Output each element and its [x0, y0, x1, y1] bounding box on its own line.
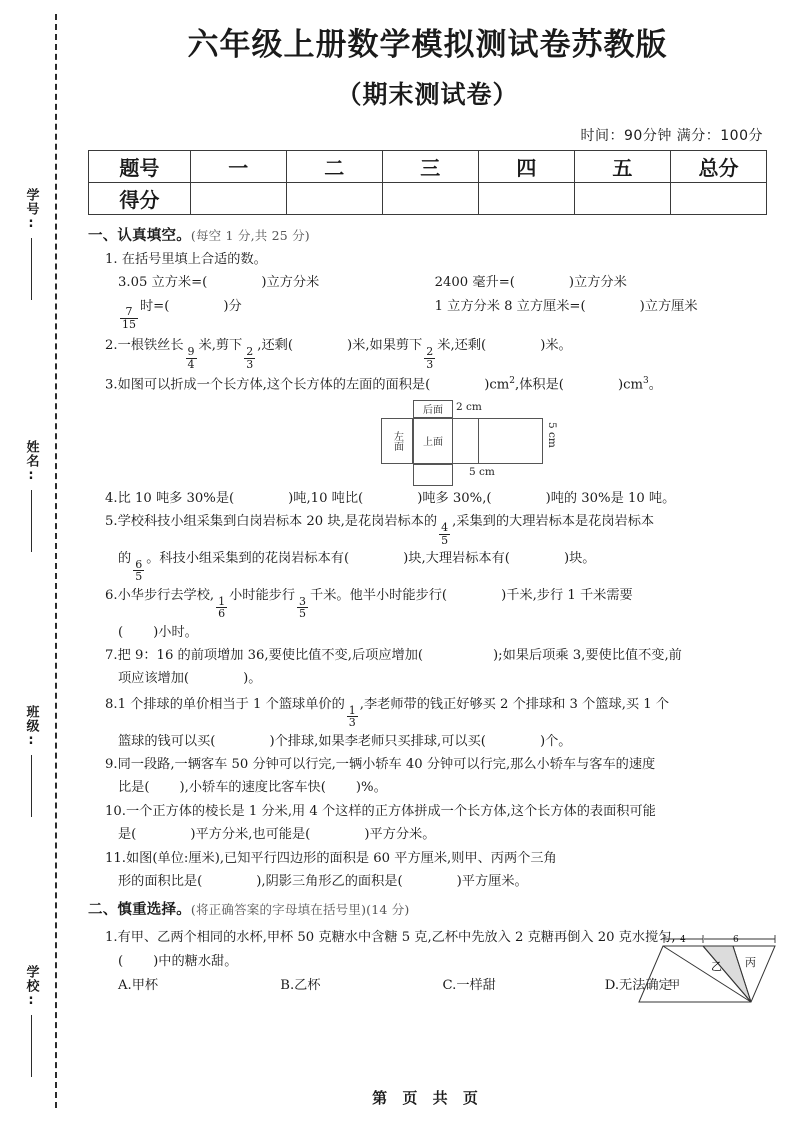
- write-rule: [31, 490, 32, 552]
- score-table-col-3: 三: [382, 150, 478, 182]
- q1-item-a2: [435, 272, 767, 293]
- q6-text-1: 小华步行去学校,: [117, 587, 215, 603]
- q1-b1-unit: )分: [223, 298, 242, 314]
- q6-text-5: (: [118, 624, 124, 640]
- question-number: 3.: [105, 377, 118, 393]
- q6-text-6: )小时。: [153, 624, 198, 640]
- q6-text-3: 千米。他半小时能步行(: [310, 587, 448, 603]
- score-table-col-5: 五: [574, 150, 670, 182]
- fraction: [120, 306, 138, 330]
- q2-text-1: 一根铁丝长: [117, 338, 184, 354]
- q5-text-6: )块。: [563, 551, 596, 567]
- option-text: 无法确定: [619, 978, 672, 994]
- fraction-numerator: 1: [218, 594, 226, 608]
- question-2: [88, 335, 767, 370]
- q11-text-3: ),阴影三角形乙的面积是(: [256, 873, 403, 889]
- margin-field-label: 班级:: [23, 705, 39, 749]
- question-number: 5.: [105, 514, 118, 530]
- fraction: [216, 596, 227, 620]
- fraction-denominator: 3: [426, 357, 434, 371]
- question-5-cont: [88, 548, 767, 583]
- score-table-col-2: 二: [286, 150, 382, 182]
- option-key: B.: [280, 978, 295, 994]
- fraction-numerator: 2: [426, 345, 434, 359]
- score-cell-total[interactable]: [670, 182, 766, 214]
- q9-text-2: 比是(: [118, 780, 150, 796]
- q2-text-2: 米,剪下: [198, 338, 243, 354]
- option-c[interactable]: [443, 975, 605, 996]
- question-number: 4.: [105, 490, 118, 506]
- margin-field-label: 学号:: [23, 188, 39, 232]
- score-table-row-label: 题号: [89, 150, 191, 182]
- question-7: [88, 645, 767, 666]
- question-1-row-b: [88, 296, 767, 331]
- question-10: [88, 801, 767, 822]
- question-8: [88, 694, 767, 729]
- q1-a1-text: 3.05 立方米=(: [118, 275, 208, 291]
- option-b[interactable]: [280, 975, 442, 996]
- q11-text-4: )平方厘米。: [456, 873, 528, 889]
- q2-text-4: )米,如果剪下: [347, 338, 423, 354]
- q1-b2-text: 1 立方分米 8 立方厘米=(: [434, 298, 586, 314]
- q3-text-2: ,体积是(: [515, 377, 564, 393]
- binding-margin-strip: [0, 0, 62, 1122]
- q2-text-3: ,还剩(: [257, 338, 294, 354]
- fraction-denominator: 6: [218, 607, 226, 621]
- question-11-cont: [88, 871, 767, 892]
- q9-text-3: ),小轿车的速度比客车快(: [179, 780, 326, 796]
- q8-text-3: 篮球的钱可以买(: [118, 733, 216, 749]
- q1-b2-unit: )立方厘米: [639, 298, 698, 314]
- section-note: (将正确答案的字母填在括号里)(14 分): [190, 902, 410, 918]
- q1-item-a1: [118, 272, 435, 293]
- net-dim-top: 2 cm: [456, 400, 482, 413]
- q6-text-4: )千米,步行 1 千米需要: [501, 587, 633, 603]
- question-number: 1.: [105, 930, 118, 946]
- choice-q1-text-3: )中的糖水甜。: [153, 953, 238, 969]
- question-4: [88, 488, 767, 509]
- question-3: [88, 374, 767, 396]
- fraction: [186, 346, 197, 370]
- net-vertical-divider: [478, 418, 479, 464]
- fraction-denominator: 15: [122, 317, 136, 331]
- table-row: [89, 182, 767, 214]
- q10-text-3: )平方分米,也可能是(: [190, 827, 311, 843]
- score-table: [88, 150, 767, 215]
- q11-text-2: 形的面积比是(: [118, 873, 203, 889]
- table-row: [89, 150, 767, 182]
- score-table-col-total: 总分: [670, 150, 766, 182]
- fraction-denominator: 5: [441, 533, 449, 547]
- q3-exponent-2: 3: [642, 376, 649, 387]
- cube-net-figure: [373, 400, 603, 486]
- score-cell-3[interactable]: [382, 182, 478, 214]
- choice-q1-text-2: (: [118, 953, 124, 969]
- fraction-denominator: 3: [348, 716, 356, 730]
- score-cell-4[interactable]: [478, 182, 574, 214]
- q2-text-5: 米,还剩(: [437, 338, 487, 354]
- q8-text-1: 1 个排球的单价相当于 1 个篮球单价的: [117, 696, 345, 712]
- q3-text-3: 。: [648, 377, 662, 393]
- question-6: [88, 585, 767, 620]
- margin-field-label: 姓名:: [23, 440, 39, 484]
- fraction-numerator: 6: [135, 557, 143, 571]
- section-name: 慎重选择。: [117, 901, 191, 919]
- net-label-top: 上面: [423, 437, 443, 449]
- svg-text:乙: 乙: [711, 960, 722, 973]
- q9-text-4: )%。: [355, 780, 387, 796]
- q10-text-1: 一个正方体的棱长是 1 分米,用 4 个这样的正方体拼成一个长方体,这个长方体的表面积可能: [125, 803, 656, 819]
- section-name: 认真填空。: [117, 226, 191, 244]
- page-title: 六年级上册数学模拟测试卷苏教版: [187, 27, 668, 63]
- fraction-numerator: 2: [246, 345, 254, 359]
- q4-text-4: )吨的 30%是 10 吨。: [545, 490, 676, 506]
- fraction: [244, 346, 255, 370]
- q9-text-1: 同一段路,一辆客车 50 分钟可以行完,一辆小轿车 40 分钟可以行完,那么小轿车与客车的速度: [117, 757, 656, 773]
- question-9-cont: [88, 777, 767, 798]
- q1-b1-text: 时=(: [140, 298, 170, 314]
- q4-text-2: )吨,10 吨比(: [288, 490, 364, 506]
- fraction: [297, 596, 308, 620]
- net-label-left: 左面: [391, 430, 403, 451]
- q3-unit-2: )cm: [617, 377, 643, 393]
- margin-field-name: [14, 440, 48, 552]
- q3-unit-1: )cm: [484, 377, 510, 393]
- option-a[interactable]: [118, 975, 280, 996]
- fraction: [347, 705, 358, 729]
- score-cell-1[interactable]: [190, 182, 286, 214]
- q5-text-2: ,采集到的大理岩标本是花岗岩标本: [452, 514, 655, 530]
- q7-text-1: 把 9：16 的前项增加 36,要使比值不变,后项应增加(: [117, 648, 424, 664]
- page-footer: 第 页 共 页: [372, 1089, 483, 1107]
- page-subtitle: （期末测试卷）: [336, 79, 519, 109]
- svg-text:4: 4: [680, 935, 686, 945]
- q5-text-5: )块,大理岩标本有(: [403, 551, 510, 567]
- section-number: 一、: [88, 226, 118, 244]
- q8-text-2: ,李老师带的钱正好够买 2 个排球和 3 个篮球,买 1 个: [359, 696, 670, 712]
- q10-text-2: 是(: [118, 827, 137, 843]
- q6-text-2: 小时能步行: [229, 587, 296, 603]
- q8-text-4: )个排球,如果李老师只买排球,可以买(: [269, 733, 486, 749]
- net-label-back: 后面: [423, 405, 443, 417]
- question-10-cont: [88, 824, 767, 845]
- question-number: 6.: [105, 587, 118, 603]
- svg-text:丙: 丙: [745, 956, 756, 969]
- q11-text-1: 如图(单位:厘米),已知平行四边形的面积是 60 平方厘米,则甲、丙两个三角: [125, 850, 557, 866]
- cut-dashed-line: [55, 14, 57, 1108]
- net-dim-right: 5 cm: [546, 421, 558, 448]
- fraction-denominator: 5: [135, 570, 143, 584]
- net-dim-bottom: 5 cm: [469, 465, 495, 478]
- question-9: [88, 754, 767, 775]
- section-note: (每空 1 分,共 25 分): [190, 227, 310, 243]
- q7-text-3: 项应该增加(: [118, 671, 190, 687]
- write-rule: [31, 1015, 32, 1077]
- margin-field-student-id: [14, 188, 48, 300]
- option-text: 一样甜: [456, 978, 496, 994]
- svg-text:6: 6: [733, 935, 739, 945]
- question-5: [88, 511, 767, 546]
- question-number: 8.: [105, 696, 118, 712]
- margin-field-label: 学校:: [23, 965, 39, 1009]
- question-stem: 在括号里填上合适的数。: [121, 251, 267, 267]
- option-text: 甲杯: [131, 978, 159, 994]
- q1-a1-unit: )立方分米: [261, 275, 320, 291]
- fraction-denominator: 3: [246, 357, 254, 371]
- q4-text-1: 比 10 吨多 30%是(: [117, 490, 235, 506]
- q7-text-4: )。: [243, 671, 262, 687]
- q1-item-b1: [118, 296, 435, 331]
- question-number: 7.: [105, 648, 118, 664]
- q1-a2-text: 2400 毫升=(: [434, 275, 515, 291]
- q1-a2-unit: )立方分米: [568, 275, 627, 291]
- fraction-numerator: 3: [299, 594, 307, 608]
- option-key: C.: [442, 978, 457, 994]
- fraction-denominator: 4: [187, 357, 195, 371]
- question-11: [88, 848, 767, 869]
- svg-text:甲: 甲: [669, 978, 680, 991]
- q10-text-4: )平方分米。: [364, 827, 436, 843]
- score-table-col-1: 一: [190, 150, 286, 182]
- q3-text-1: 如图可以折成一个长方体,这个长方体的左面的面积是(: [117, 377, 431, 393]
- q1-item-b2: [435, 296, 767, 331]
- question-number: 2.: [105, 338, 118, 354]
- parallelogram-figure: [633, 932, 783, 1010]
- net-face-bottom: [413, 464, 453, 486]
- q7-text-2: );如果后项乘 3,要使比值不变,前: [493, 648, 682, 664]
- margin-field-class: [14, 705, 48, 817]
- q5-text-1: 学校科技小组采集到白岗岩标本 20 块,是花岗岩标本的: [117, 514, 438, 530]
- section-heading-multiple-choice: [88, 898, 767, 919]
- option-key: A.: [118, 978, 132, 994]
- exam-page: [62, 0, 793, 1122]
- question-7-cont: [88, 668, 767, 689]
- question-1-row-a: [88, 272, 767, 293]
- fraction-denominator: 5: [299, 607, 307, 621]
- fraction: [133, 559, 144, 583]
- fraction-numerator: 7: [125, 305, 133, 319]
- q4-text-3: )吨多 30%,(: [417, 490, 492, 506]
- margin-field-school: [14, 965, 48, 1077]
- q2-text-6: )米。: [540, 338, 572, 354]
- question-number: 10.: [105, 803, 126, 819]
- section-heading-fill-in: [88, 224, 767, 245]
- fraction-numerator: 9: [187, 345, 195, 359]
- question-number: 1.: [105, 251, 118, 267]
- write-rule: [31, 238, 32, 300]
- question-number: 11.: [105, 850, 126, 866]
- question-6-cont: [88, 622, 767, 643]
- q8-text-5: )个。: [539, 733, 572, 749]
- score-table-col-4: 四: [478, 150, 574, 182]
- write-rule: [31, 755, 32, 817]
- question-8-cont: [88, 731, 767, 752]
- fraction-numerator: 1: [348, 703, 356, 717]
- choice-q1-text-1: 有甲、乙两个相同的水杯,甲杯 50 克糖水中含糖 5 克,乙杯中先放入 2 克糖再倒入 20 克水搅匀,: [117, 930, 676, 946]
- question-1: [88, 249, 767, 270]
- q5-text-3: 的: [118, 551, 132, 567]
- fraction: [439, 522, 450, 546]
- question-number: 9.: [105, 757, 118, 773]
- q3-exponent-1: 2: [509, 376, 516, 387]
- score-cell-2[interactable]: [286, 182, 382, 214]
- fraction: [424, 346, 435, 370]
- q5-text-4: 。科技小组采集到的花岗岩标本有(: [146, 551, 350, 567]
- exam-meta-info: 时间：90分钟 满分：100分: [580, 127, 763, 144]
- parallelogram-svg: [633, 932, 783, 1010]
- score-cell-5[interactable]: [574, 182, 670, 214]
- option-text: 乙杯: [294, 978, 321, 994]
- section-number: 二、: [88, 901, 118, 919]
- option-key: D.: [604, 978, 620, 994]
- fraction-numerator: 4: [441, 520, 449, 534]
- score-table-row-label: 得分: [89, 182, 191, 214]
